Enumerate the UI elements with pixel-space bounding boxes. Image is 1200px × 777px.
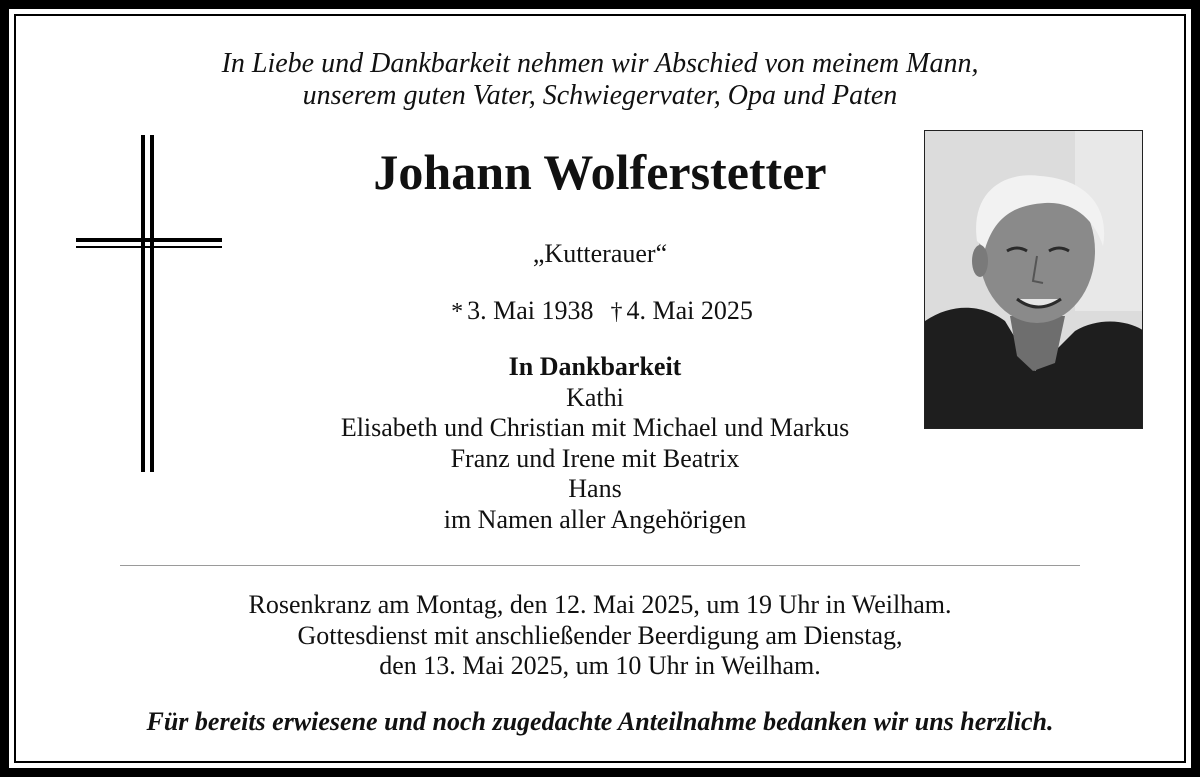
birth-date: 3. Mai 1938	[467, 296, 594, 325]
closing-thanks: Für bereits erwiesene und noch zugedachte Anteilnahme bedanken wir uns herzlich.	[146, 707, 1054, 736]
intro-line: In Liebe und Dankbarkeit nehmen wir Abschied von meinem Mann,	[221, 48, 979, 79]
nickname: „Kutterauer“	[532, 239, 668, 268]
family-member: Franz und Irene mit Beatrix	[450, 443, 740, 473]
service-line: Gottesdienst mit anschließender Beerdigung am Dienstag,	[297, 620, 903, 650]
service-info	[0, 590, 1200, 682]
birth-star-icon: *	[451, 299, 464, 325]
intro-line: unserem guten Vater, Schwiegervater, Opa und Paten	[302, 80, 898, 111]
intro-text	[0, 48, 1200, 112]
death-dagger-icon: †	[610, 299, 623, 325]
family-member: im Namen aller Angehörigen	[443, 504, 747, 534]
service-line: Rosenkranz am Montag, den 12. Mai 2025, um 19 Uhr in Weilham.	[248, 590, 952, 619]
family-member: Hans	[568, 474, 622, 503]
portrait-illustration	[925, 131, 1143, 429]
service-line: den 13. Mai 2025, um 10 Uhr in Weilham.	[379, 651, 821, 680]
family-block	[250, 352, 940, 535]
deceased-name: Johann Wolferstetter	[373, 144, 827, 200]
family-member: Elisabeth und Christian mit Michael und Markus	[340, 413, 850, 442]
portrait-photo	[924, 130, 1143, 429]
death-date: 4. Mai 2025	[626, 296, 753, 325]
life-dates	[350, 295, 850, 328]
family-heading: In Dankbarkeit	[508, 352, 682, 381]
divider	[120, 565, 1080, 566]
family-member: Kathi	[566, 382, 624, 412]
